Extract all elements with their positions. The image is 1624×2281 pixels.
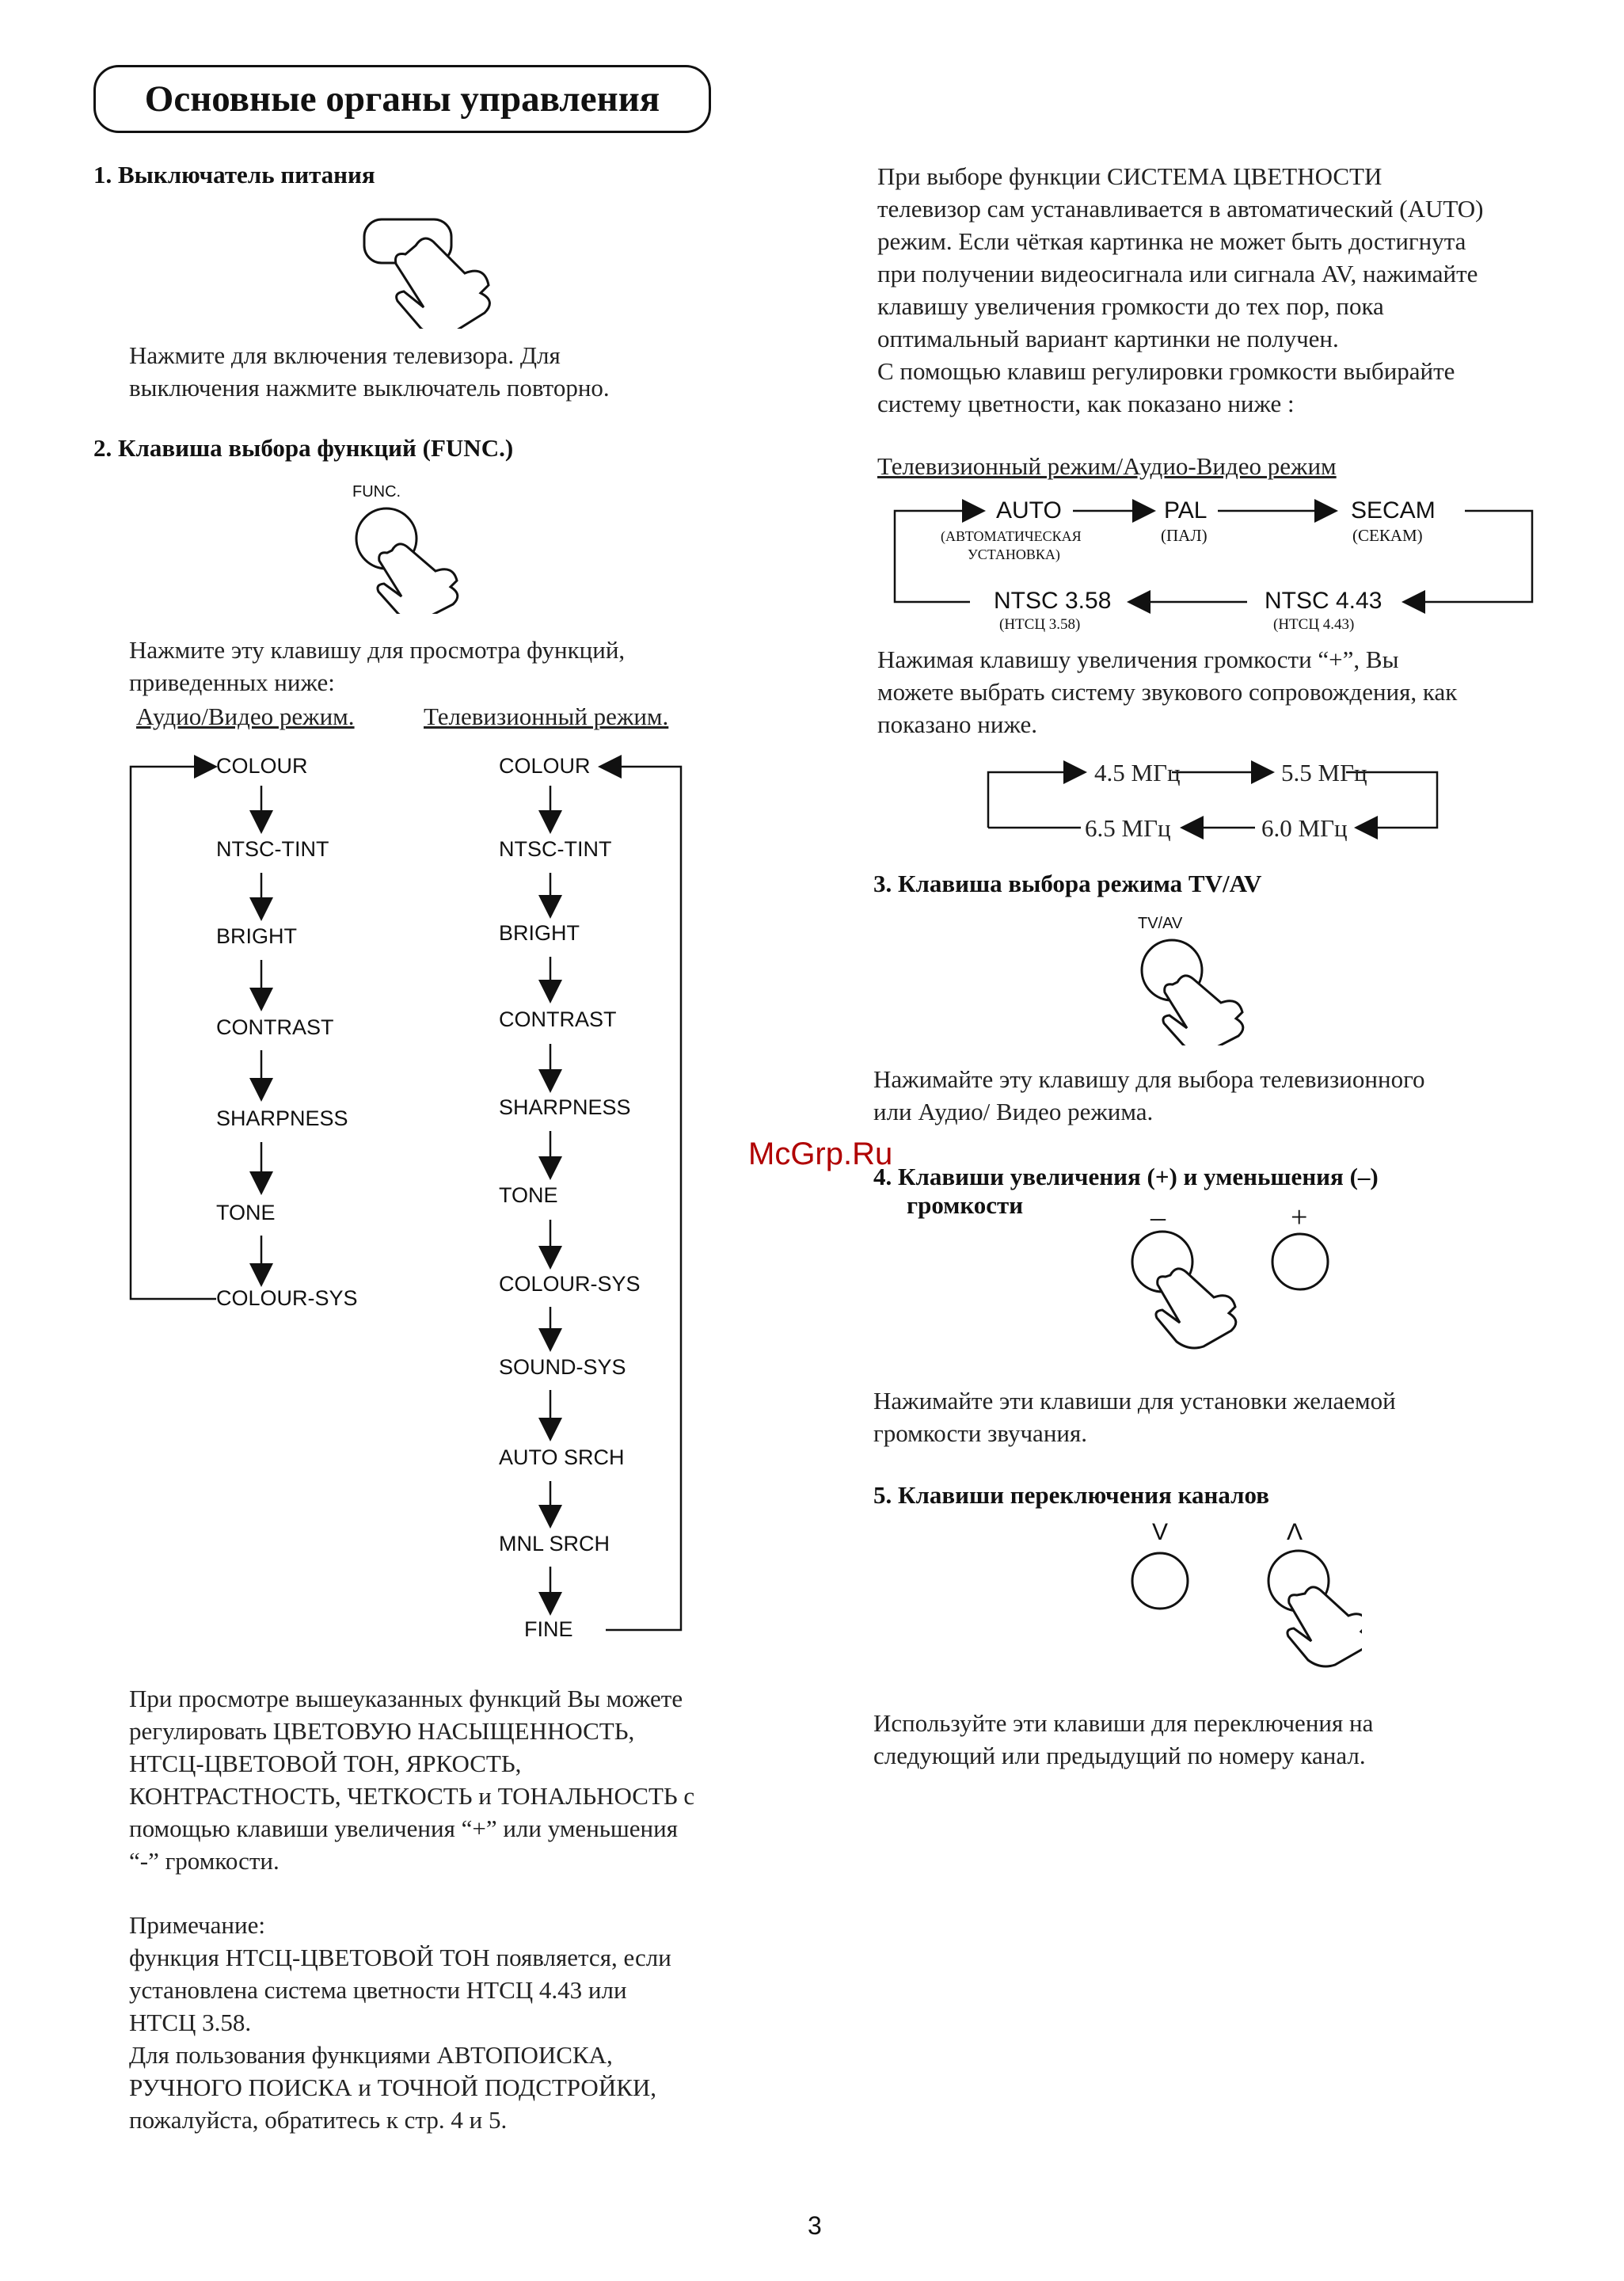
sound-5-5: 5.5 МГц (1281, 759, 1367, 786)
section-2-heading: 2. Клавиша выбора функций (FUNC.) (93, 434, 514, 462)
av-item-tone: TONE (216, 1201, 276, 1224)
sound-system-intro: Нажимая клавишу увеличения громкости “+”, Вы можете выбрать систему звукового сопровождения, как показано ниже. (877, 645, 1458, 738)
color-secam: SECAM (1351, 497, 1436, 524)
av-item-colour-sys: COLOUR-SYS (216, 1286, 358, 1310)
tv-item-sharpness: SHARPNESS (499, 1095, 631, 1119)
av-item-colour: COLOUR (216, 754, 308, 778)
volume-up-button-icon (1272, 1234, 1328, 1289)
sound-6-0: 6.0 МГц (1261, 814, 1348, 842)
volume-plus-label: + (1291, 1201, 1308, 1234)
color-ntsc-358-sub: (НТСЦ 3.58) (999, 616, 1081, 633)
av-item-bright: BRIGHT (216, 924, 298, 948)
tv-item-auto-srch: AUTO SRCH (499, 1445, 625, 1469)
sound-4-5: 4.5 МГц (1094, 759, 1181, 786)
tv-item-bright: BRIGHT (499, 921, 580, 945)
note-paragraph: Примечание: функция НТСЦ-ЦВЕТОВОЙ ТОН появляется, если установлена система цветности НТСЦ 4.43 или НТСЦ 3.58. Для пользования функциями АВТОПОИСКА, РУЧНОГО ПОИСКА и ТОЧНОЙ ПОДСТРОЙКИ, пожалуйста, обратитесь к стр. 4 и 5. (129, 1911, 671, 2134)
tvav-button-label: TV/AV (1138, 915, 1183, 932)
color-pal-sub: (ПАЛ) (1161, 526, 1208, 545)
page-title: Основные органы управления (93, 65, 711, 133)
channel-buttons-illustration (1124, 1544, 1362, 1687)
volume-minus-label: – (1150, 1201, 1166, 1234)
section-5-heading: 5. Клавиши переключения каналов (873, 1481, 1270, 1509)
av-item-ntsc-tint: NTSC-TINT (216, 837, 329, 861)
tv-mode-title: Телевизионный режим. (424, 703, 669, 730)
color-auto: AUTO (996, 497, 1062, 524)
av-mode-title: Аудио/Видео режим. (136, 703, 355, 730)
section-1-heading: 1. Выключатель питания (93, 161, 375, 188)
color-ntsc-443: NTSC 4.43 (1265, 588, 1382, 614)
section-4-desc: Нажимайте эти клавиши для установки желаемой громкости звучания. (873, 1387, 1396, 1447)
tv-item-contrast: CONTRAST (499, 1007, 617, 1031)
pressing-hand-icon (1163, 976, 1243, 1045)
color-pal: PAL (1164, 497, 1208, 524)
sound-6-5: 6.5 МГц (1085, 814, 1171, 842)
channel-down-button-icon (1132, 1553, 1188, 1609)
color-system-title: Телевизионный режим/Аудио-Видео режим (877, 452, 1337, 480)
tv-item-ntsc-tint: NTSC-TINT (499, 837, 612, 861)
section-2-desc: Нажмите эту клавишу для просмотра функций, приведенных ниже: (129, 636, 626, 696)
section-4-heading: 4. Клавиши увеличения (+) и уменьшения (–) громкости (873, 1163, 1379, 1219)
pressing-hand-icon (1156, 1269, 1236, 1348)
color-system-intro: При выборе функции СИСТЕМА ЦВЕТНОСТИ телевизор сам устанавливается в автоматический (AUTO) режим. Если чёткая картинка не может быть достигнута при получении видеосигнала или сигнала AV, нажимайте клавишу увеличения громкости до тех пор, пока оптимальный вариант картинки не получен. С помощью клавиш регулировки громкости выбирайте систему цветности, как показано ниже : (877, 162, 1484, 417)
tv-item-tone: TONE (499, 1183, 558, 1207)
pressing-hand-icon (1287, 1587, 1362, 1666)
watermark: McGrp.Ru (748, 1137, 893, 1171)
section-1-desc: Нажмите для включения телевизора. Для выключения нажмите выключатель повторно. (129, 341, 610, 402)
functions-paragraph: При просмотре вышеуказанных функций Вы можете регулировать ЦВЕТОВУЮ НАСЫЩЕННОСТЬ, НТСЦ-ЦВЕТОВОЙ ТОН, ЯРКОСТЬ, КОНТРАСТНОСТЬ, ЧЕТКОСТЬ и ТОНАЛЬНОСТЬ с помощью клавиши увеличения “+” или уменьшения “-” громкости. (129, 1685, 695, 1875)
section-5-desc: Используйте эти клавиши для переключения на следующий или предыдущий по номеру канал. (873, 1709, 1374, 1769)
channel-up-label: Λ (1287, 1519, 1303, 1545)
color-secam-sub: (СЕКАМ) (1352, 526, 1423, 545)
tv-item-sound-sys: SOUND-SYS (499, 1355, 626, 1379)
av-item-sharpness: SHARPNESS (216, 1106, 348, 1130)
section-3-desc: Нажимайте эту клавишу для выбора телевизионного или Аудио/ Видео режима. (873, 1065, 1425, 1125)
tv-item-colour: COLOUR (499, 754, 591, 778)
color-ntsc-443-sub: (НТСЦ 4.43) (1273, 616, 1355, 633)
color-ntsc-358: NTSC 3.58 (994, 588, 1112, 614)
channel-down-label: V (1152, 1519, 1169, 1545)
volume-buttons-illustration (1124, 1224, 1338, 1366)
tv-item-mnl-srch: MNL SRCH (499, 1532, 610, 1556)
tv-item-colour-sys: COLOUR-SYS (499, 1272, 641, 1296)
tv-item-fine: FINE (524, 1617, 573, 1641)
tvav-button-illustration (1134, 935, 1272, 1045)
section-3-heading: 3. Клавиша выбора режима TV/AV (873, 870, 1262, 897)
color-auto-sub-1: (АВТОМАТИЧЕСКАЯ (941, 528, 1082, 544)
color-auto-sub-2: УСТАНОВКА) (968, 546, 1060, 562)
av-item-contrast: CONTRAST (216, 1015, 334, 1039)
page-number: 3 (808, 2211, 822, 2240)
func-button-label: FUNC. (352, 483, 401, 501)
